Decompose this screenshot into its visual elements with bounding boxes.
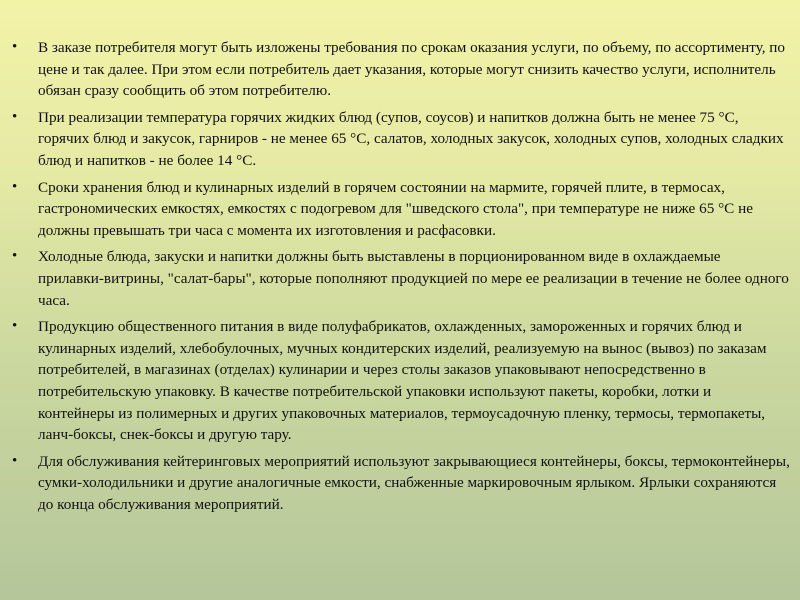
bullet-marker: • bbox=[12, 318, 18, 335]
bullet-text: При реализации температура горячих жидких блюд (супов, соусов) и напитков должна быть не менее 75 °С, горячих блюд и закусок, гарниров - не менее 65 °С, салатов, холодных закусок, холодных супов, холодных сладких блюд и напитков - не более 14 °С. bbox=[38, 108, 784, 169]
bullet-marker: • bbox=[12, 108, 18, 125]
bullet-text: Холодные блюда, закуски и напитки должны быть выставлены в порционированном виде в охлаждаемые прилавки-витрины, "салат-бары", которые пополняют продукцией по мере ее реализации в течение не более одного часа. bbox=[38, 248, 789, 309]
bullet-text: В заказе потребителя могут быть изложены требования по срокам оказания услуги, по объему, по ассортименту, по цене и так далее. При этом если потребитель дает указания, которые могут снизить качество услуги, исполнитель обязан сразу сообщить об этом потребителю. bbox=[38, 39, 786, 100]
bullet-marker: • bbox=[12, 248, 18, 265]
bullet-item bbox=[12, 37, 790, 102]
bullet-marker: • bbox=[12, 452, 18, 469]
bullet-item bbox=[12, 316, 790, 446]
bullet-text: Сроки хранения блюд и кулинарных изделий в горячем состоянии на мармите, горячей плите, в термосах, гастрономических емкостях, емкостях с подогревом для "шведского стола", при температуре не ниже 65 °С не должны превышать три часа с момента их изготовления и расфасовки. bbox=[38, 178, 753, 239]
bullet-list bbox=[12, 37, 790, 520]
bullet-item bbox=[12, 107, 790, 172]
bullet-item bbox=[12, 451, 790, 516]
bullet-marker: • bbox=[12, 39, 18, 55]
bullet-text: Для обслуживания кейтеринговых мероприятий используют закрывающиеся контейнеры, боксы, термоконтейнеры, сумки-холодильники и другие аналогичные емкости, снабженные маркировочным ярлыком. Ярлыки сохраняются до конца обслуживания мероприятий. bbox=[38, 452, 790, 513]
bullet-item bbox=[12, 177, 790, 242]
bullet-text: Продукцию общественного питания в виде полуфабрикатов, охлажденных, замороженных и горячих блюд и кулинарных изделий, хлебобулочных, мучных кондитерских изделий, реализуемую на вынос (вывоз) по заказам потребителей, в магазинах (отделах) кулинарии и через столы заказов упаковывают непосредственно в потребительскую упаковку. В качестве потребительской упаковки используют пакеты, коробки, лотки и контейнеры из полимерных и других упаковочных материалов, термоусадочную пленку, термосы, термопакеты, ланч-боксы, снек-боксы и другую тару. bbox=[38, 318, 767, 444]
bullet-item bbox=[12, 246, 790, 311]
bullet-marker: • bbox=[12, 178, 18, 195]
